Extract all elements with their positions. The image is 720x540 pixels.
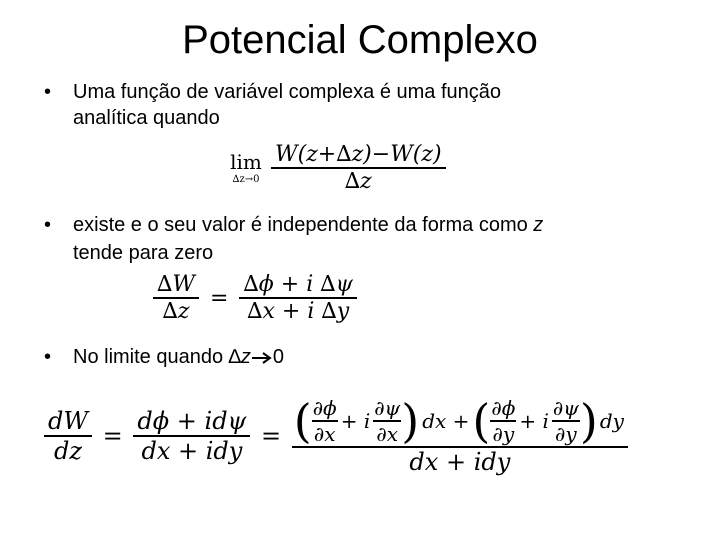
ratio-lhs: $\frac{\Delta W}{\Delta z}$ — [153, 272, 199, 324]
dw-dz-fraction: $\frac{dW}{dz}$ — [44, 407, 92, 465]
right-arrow-icon — [251, 351, 273, 365]
bullet-marker: • — [44, 81, 52, 103]
ratio-rhs: $\frac{\Delta\phi + i \Delta\psi}{\Delta x + i \Delta y}$ — [239, 272, 356, 324]
big-numerator: ( $\frac{\partial\phi}{\partial x}$ + i $\frac{\partial\psi}{\partial x}$ ) dx +( $\frac{\partial\phi}{\partial y}$ + i $\frac{\partial\psi}{\partial y}$ ) dy — [293, 394, 624, 448]
dphi-fraction: $\frac{\text{dϕ + idψ}}{\text{dx + idy}}$ — [133, 407, 250, 465]
delta-symbol: ∆ — [228, 346, 241, 368]
limit-formula — [228, 142, 446, 194]
var-z: z — [533, 214, 544, 236]
slide-title: Potencial Complexo — [182, 18, 538, 62]
derivative-formula: $\frac{dW}{dz}$ = $\frac{\text{dϕ + idψ}}{\text{dx + idy}}$ = ( $\frac{\partial\phi}{\partial x}$ + i $\frac{\partial\psi}{\partial x}$ ) dx +( $\frac{\partial\phi}{\partial y}$ + i $\frac{\partial\psi}{\partial y}$ ) dy dx + idy — [44, 396, 628, 476]
ratio-formula: $\frac{\Delta W}{\Delta z}$ = $\frac{\Delta\phi + i \Delta\psi}{\Delta x + i \Delta y}$ — [153, 272, 357, 324]
bullet-marker: • — [44, 214, 52, 236]
bullet-line: Uma função de variável complexa é uma função — [73, 81, 502, 103]
big-fraction — [292, 396, 628, 476]
bullet-line: analítica quando — [73, 107, 220, 129]
bullet-line: existe e o seu valor é independente da forma como z — [73, 214, 544, 236]
bullet-line: No limite quando ∆z 0 — [73, 346, 285, 368]
limit-numerator: W(z+∆z)−W(z) — [275, 142, 442, 167]
limit-operator — [228, 150, 264, 186]
big-denominator: dx + idy — [292, 446, 628, 476]
limit-fraction — [271, 142, 446, 194]
bullet-marker: • — [44, 346, 52, 368]
bullet-line: tende para zero — [73, 242, 214, 264]
lim-text: lim — [230, 150, 262, 174]
limit-denominator: ∆z — [271, 167, 446, 194]
lim-subscript: ∆z→0 — [232, 174, 260, 185]
